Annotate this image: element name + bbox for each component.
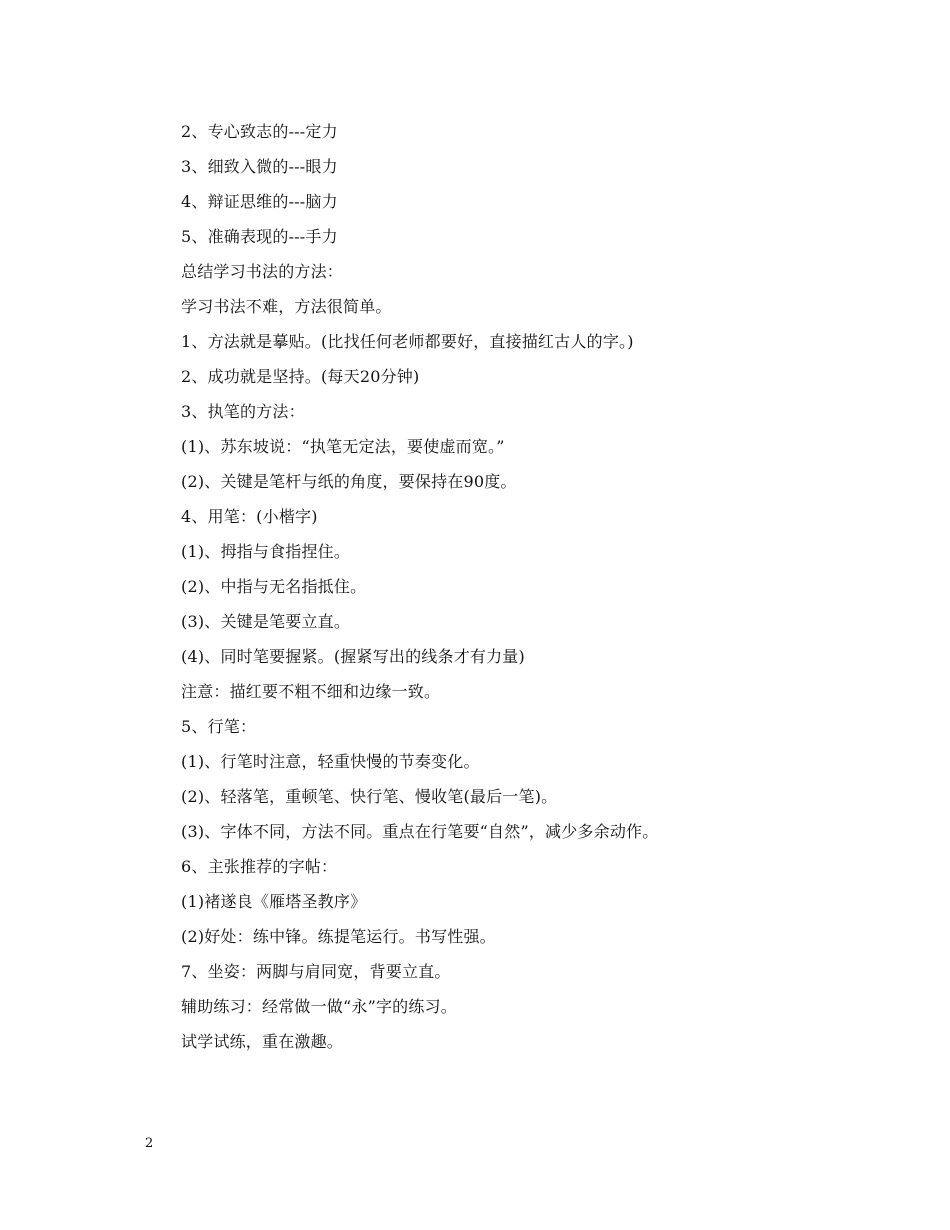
text-line: (1)、行笔时注意，轻重快慢的节奏变化。 xyxy=(181,752,480,771)
text-line: (4)、同时笔要握紧。(握紧写出的线条才有力量) xyxy=(181,647,525,666)
document-body xyxy=(181,118,881,1063)
text-line: 学习书法不难，方法很简单。 xyxy=(181,297,392,316)
text-line: 7、坐姿：两脚与肩同宽，背要立直。 xyxy=(181,962,451,981)
text-line: 辅助练习：经常做一做“永”字的练习。 xyxy=(181,997,457,1016)
text-line: (2)、中指与无名指抵住。 xyxy=(181,577,367,596)
text-line: 1、方法就是摹贴。(比找任何老师都要好，直接描红古人的字。) xyxy=(181,332,634,351)
text-line: (1)、苏东坡说：“执笔无定法，要使虚而宽。” xyxy=(181,437,505,456)
text-line: (3)、字体不同，方法不同。重点在行笔要“自然”，减少多余动作。 xyxy=(181,822,659,841)
text-line: (1)、拇指与食指捏住。 xyxy=(181,542,351,561)
text-line: (2)好处：练中锋。练提笔运行。书写性强。 xyxy=(181,927,496,946)
text-line: 2、专心致志的---定力 xyxy=(181,122,338,141)
text-line: 4、用笔：(小楷字) xyxy=(181,507,318,526)
text-line: (2)、关键是笔杆与纸的角度，要保持在90度。 xyxy=(181,472,517,491)
text-line: (1)褚遂良《雁塔圣教序》 xyxy=(181,892,367,911)
text-line: 4、辩证思维的---脑力 xyxy=(181,192,338,211)
text-line: 总结学习书法的方法： xyxy=(181,262,344,281)
text-line: 3、执笔的方法： xyxy=(181,402,305,421)
page-number: 2 xyxy=(145,1136,154,1151)
text-line: 2、成功就是坚持。(每天20分钟) xyxy=(181,367,420,386)
text-line: (3)、关键是笔要立直。 xyxy=(181,612,351,631)
text-line: 注意：描红要不粗不细和边缘一致。 xyxy=(181,682,441,701)
text-line: 3、细致入微的---眼力 xyxy=(181,157,338,176)
text-line: (2)、轻落笔，重顿笔、快行笔、慢收笔(最后一笔)。 xyxy=(181,787,558,806)
text-line: 5、准确表现的---手力 xyxy=(181,227,338,246)
text-line: 试学试练，重在激趣。 xyxy=(181,1032,344,1051)
text-line: 5、行笔： xyxy=(181,717,257,736)
text-line: 6、主张推荐的字帖： xyxy=(181,857,338,876)
